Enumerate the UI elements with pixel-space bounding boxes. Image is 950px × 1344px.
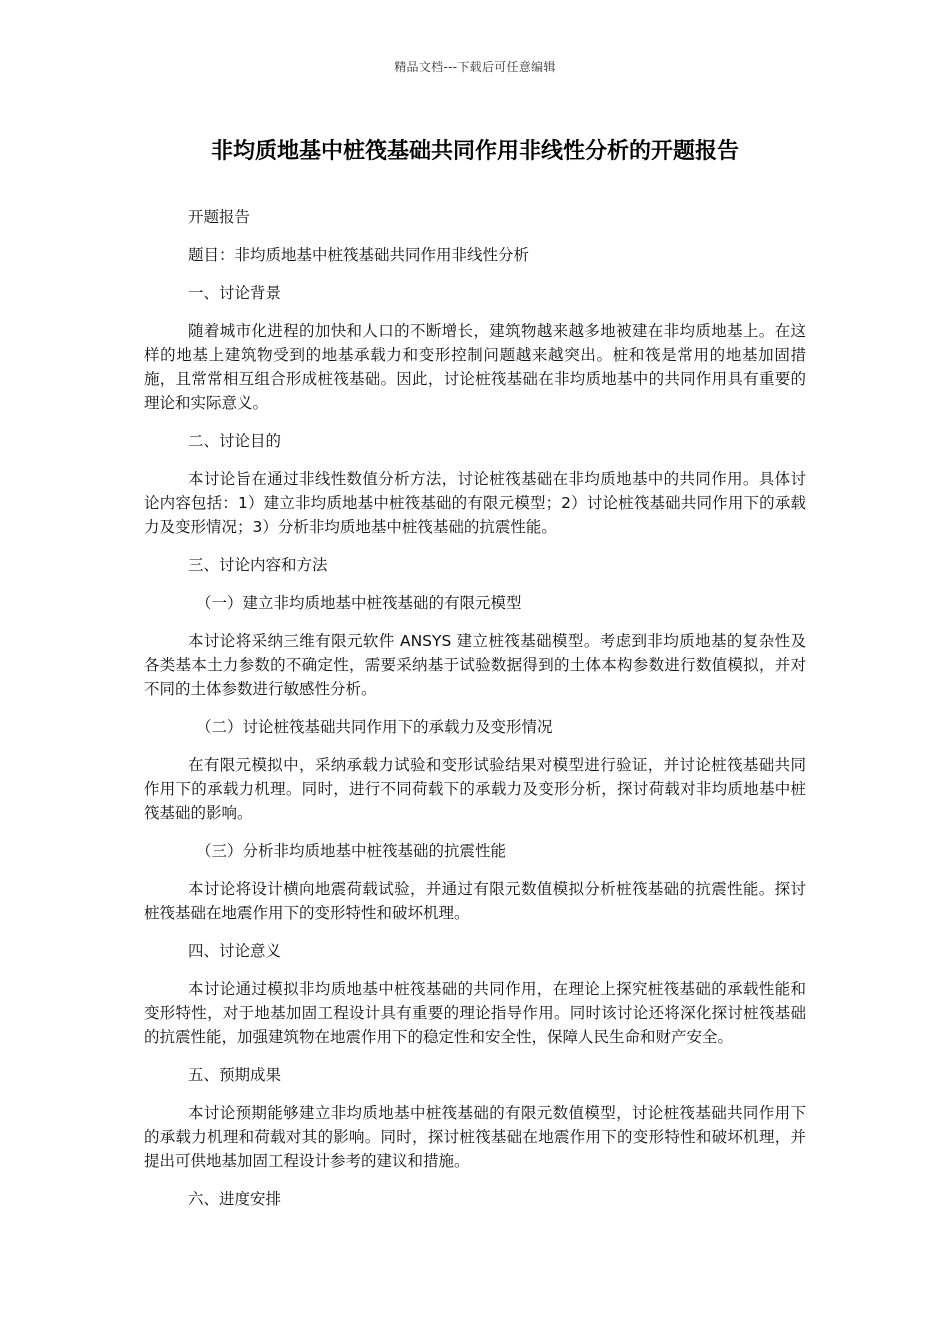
section-heading-significance: 四、讨论意义: [188, 942, 282, 960]
section-heading-topic: 题目：非均质地基中桩筏基础共同作用非线性分析: [188, 246, 530, 264]
section-heading-report: 开题报告: [188, 208, 251, 226]
document-body: [144, 205, 806, 1225]
paragraph-significance: 本讨论通过模拟非均质地基中桩筏基础的共同作用，在理论上探究桩筏基础的承载性能和变形特性，对于地基加固工程设计具有重要的理论指导作用。同时该讨论还将深化探讨桩筏基础的抗震性能，加强建筑物在地震作用下的稳定性和安全性，保障人民生命和财产安全。: [144, 980, 806, 1046]
section-heading-schedule: 六、进度安排: [188, 1190, 282, 1208]
subheading-capacity: （二）讨论桩筏基础共同作用下的承载力及变形情况: [196, 718, 553, 736]
section-heading-purpose: 二、讨论目的: [188, 432, 282, 450]
section-heading-background: 一、讨论背景: [188, 284, 282, 302]
paragraph-expected-results: 本讨论预期能够建立非均质地基中桩筏基础的有限元数值模型，讨论桩筏基础共同作用下的承载力机理和荷载对其的影响。同时，探讨桩筏基础在地震作用下的变形特性和破坏机理，并提出可供地基加固工程设计参考的建议和措施。: [144, 1104, 806, 1170]
paragraph-capacity: 在有限元模拟中，采纳承载力试验和变形试验结果对模型进行验证，并讨论桩筏基础共同作用下的承载力机理。同时，进行不同荷载下的承载力及变形分析，探讨荷载对非均质地基中桩筏基础的影响。: [144, 756, 806, 822]
paragraph-purpose: 本讨论旨在通过非线性数值分析方法，讨论桩筏基础在非均质地基中的共同作用。具体讨论内容包括：1）建立非均质地基中桩筏基础的有限元模型；2）讨论桩筏基础共同作用下的承载力及变形情况；3）分析非均质地基中桩筏基础的抗震性能。: [144, 470, 806, 536]
header-note: 精品文档---下载后可任意编辑: [394, 60, 556, 74]
section-heading-content-methods: 三、讨论内容和方法: [188, 556, 328, 574]
document-title: 非均质地基中桩筏基础共同作用非线性分析的开题报告: [210, 139, 739, 164]
section-heading-expected-results: 五、预期成果: [188, 1066, 282, 1084]
paragraph-seismic: 本讨论将设计横向地震荷载试验，并通过有限元数值模拟分析桩筏基础的抗震性能。探讨桩筏基础在地震作用下的变形特性和破坏机理。: [144, 880, 806, 922]
paragraph-model: 本讨论将采纳三维有限元软件 ANSYS 建立桩筏基础模型。考虑到非均质地基的复杂性及各类基本土力参数的不确定性，需要采纳基于试验数据得到的土体本构参数进行数值模拟，并对不同的土体参数进行敏感性分析。: [144, 632, 806, 698]
paragraph-background: 随着城市化进程的加快和人口的不断增长，建筑物越来越多地被建在非均质地基上。在这样的地基上建筑物受到的地基承载力和变形控制问题越来越突出。桩和筏是常用的地基加固措施，且常常相互组合形成桩筏基础。因此，讨论桩筏基础在非均质地基中的共同作用具有重要的理论和实际意义。: [144, 322, 806, 412]
subheading-seismic: （三）分析非均质地基中桩筏基础的抗震性能: [196, 842, 507, 860]
subheading-model: （一）建立非均质地基中桩筏基础的有限元模型: [196, 594, 522, 612]
